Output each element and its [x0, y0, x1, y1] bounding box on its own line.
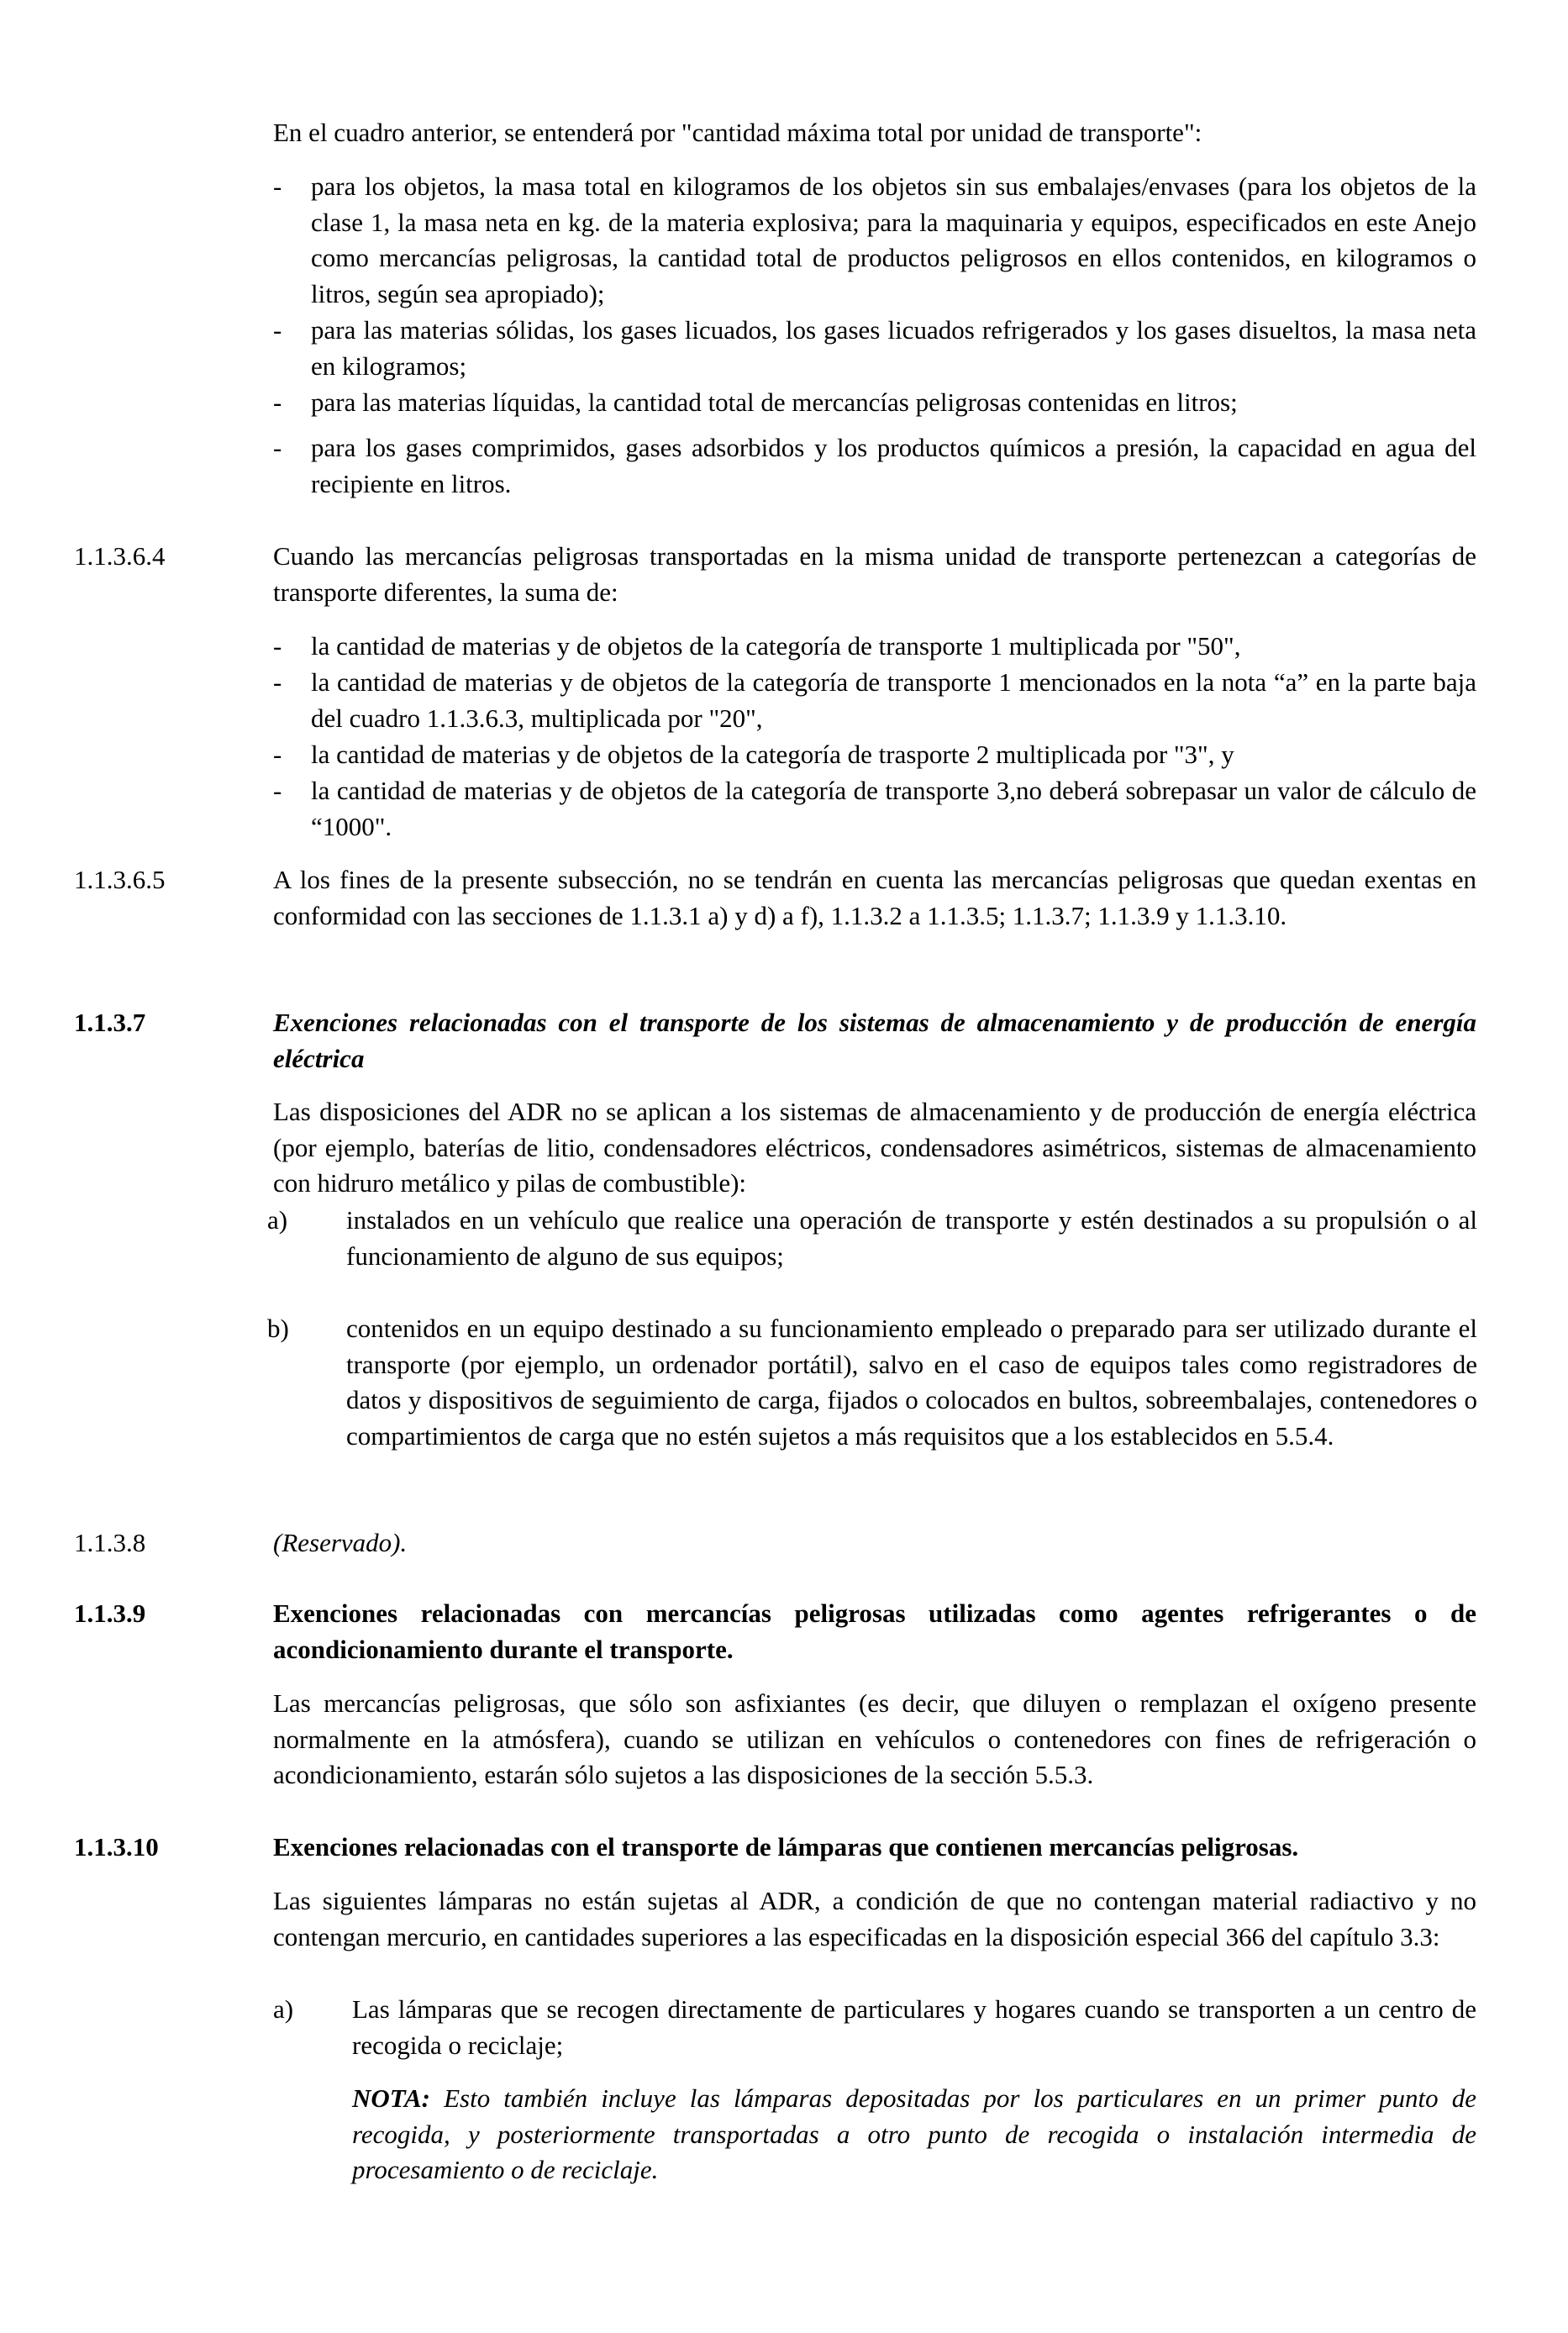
- section-number: 1.1.3.9: [74, 1598, 146, 1628]
- list-dash: -: [273, 776, 282, 805]
- list-item-text: para las materias sólidas, los gases licuados, los gases licuados refrigerados y los gases disueltos, la masa neta en kilogramos;: [311, 315, 1476, 381]
- section-heading: Exenciones relacionadas con el transporte de lámparas que contienen mercancías peligrosas.: [273, 1832, 1299, 1862]
- section-paragraph: Las disposiciones del ADR no se aplican a los sistemas de almacenamiento y de producción de energía eléctrica (por ejemplo, baterías de litio, condensadores eléctricos, condensadores asimétricos, sistemas de almacenamiento con hidruro metálico y pilas de combustible):: [273, 1097, 1476, 1198]
- list-item-text: la cantidad de materias y de objetos de la categoría de transporte 1 multiplicada por "50",: [311, 631, 1241, 661]
- item-letter: a): [273, 1994, 294, 2024]
- list-dash: -: [273, 171, 282, 201]
- section-number: 1.1.3.10: [74, 1832, 159, 1862]
- list-dash: -: [273, 315, 282, 345]
- item-text: contenidos en un equipo destinado a su funcionamiento empleado o preparado para ser utilizado durante el transporte (por ejemplo, un ordenador portátil), salvo en el caso de equipos tales como registradores de datos y dispositivos de seguimiento de carga, fijados o colocados en bultos, sobreembalajes, contenedores o compartimientos de carga que no estén sujetos a más requisitos que a los establecidos en 5.5.4.: [346, 1314, 1477, 1451]
- section-paragraph: Cuando las mercancías peligrosas transportadas en la misma unidad de transporte pertenezcan a categorías de transporte diferentes, la suma de:: [273, 541, 1476, 607]
- list-item-text: para los gases comprimidos, gases adsorbidos y los productos químicos a presión, la capacidad en agua del recipiente en litros.: [311, 433, 1476, 498]
- list-dash: -: [273, 387, 282, 417]
- note-label: NOTA:: [352, 2083, 430, 2113]
- note-paragraph: [352, 2081, 1476, 2188]
- item-text: instalados en un vehículo que realice una operación de transporte y estén destinados a su propulsión o al funcionamiento de alguno de sus equipos;: [346, 1205, 1477, 1271]
- note-text: Esto también incluye las lámparas depositadas por los particulares en un primer punto de recogida, y posteriormente transportadas a otro punto de recogida o instalación intermedia de procesamiento o de reciclaje.: [352, 2083, 1476, 2184]
- section-paragraph: Las siguientes lámparas no están sujetas al ADR, a condición de que no contengan material radiactivo y no contengan mercurio, en cantidades superiores a las especificadas en la disposición especial 366 del capítulo 3.3:: [273, 1886, 1476, 1951]
- intro-paragraph: En el cuadro anterior, se entenderá por "cantidad máxima total por unidad de transporte":: [273, 118, 1202, 147]
- section-number: 1.1.3.6.5: [74, 865, 166, 894]
- list-dash: -: [273, 433, 282, 462]
- item-letter: b): [267, 1314, 289, 1343]
- list-dash: -: [273, 667, 282, 697]
- list-item-text: para las materias líquidas, la cantidad total de mercancías peligrosas contenidas en litros;: [311, 387, 1238, 417]
- section-reserved: (Reservado).: [273, 1528, 408, 1557]
- section-number: 1.1.3.7: [74, 1008, 146, 1037]
- section-number: 1.1.3.6.4: [74, 541, 166, 571]
- list-item: [273, 169, 1476, 312]
- list-item-text: para los objetos, la masa total en kilogramos de los objetos sin sus embalajes/envases (para los objetos de la clase 1, la masa neta en kg. de la materia explosiva; para la maquinaria y equipos, especificados en este Anejo como mercancías peligrosas, la cantidad total de productos peligrosos en ellos contenidos, en kilogramos o litros, según sea apropiado);: [311, 171, 1476, 308]
- list-dash: -: [273, 631, 282, 661]
- item-text: Las lámparas que se recogen directamente de particulares y hogares cuando se transporten a un centro de recogida o reciclaje;: [352, 1994, 1476, 2060]
- section-paragraph: Las mercancías peligrosas, que sólo son asfixiantes (es decir, que diluyen o remplazan el oxígeno presente normalmente en la atmósfera), cuando se utilizan en vehículos o contenedores con fines de refrigeración o acondicionamiento, estarán sólo sujetos a las disposiciones de la sección 5.5.3.: [273, 1688, 1476, 1789]
- list-item-text: la cantidad de materias y de objetos de la categoría de transporte 1 mencionados en la nota “a” en la parte baja del cuadro 1.1.3.6.3, multiplicada por "20",: [311, 667, 1476, 733]
- section-heading: Exenciones relacionadas con mercancías peligrosas utilizadas como agentes refrigerantes o de acondicionamiento durante el transporte.: [273, 1598, 1476, 1664]
- section-paragraph: A los fines de la presente subsección, no se tendrán en cuenta las mercancías peligrosas que quedan exentas en conformidad con las secciones de 1.1.3.1 a) y d) a f), 1.1.3.2 a 1.1.3.5; 1.1.3.7; 1.1.3.9 y 1.1.3.10.: [273, 865, 1476, 930]
- list-item-text: la cantidad de materias y de objetos de la categoría de trasporte 2 multiplicada por "3", y: [311, 740, 1234, 769]
- item-letter: a): [267, 1205, 288, 1235]
- list-item-text: la cantidad de materias y de objetos de la categoría de transporte 3,no deberá sobrepasar un valor de cálculo de “1000".: [311, 776, 1476, 841]
- section-number: 1.1.3.8: [74, 1528, 146, 1557]
- section-heading: Exenciones relacionadas con el transporte de los sistemas de almacenamiento y de producción de energía eléctrica: [273, 1008, 1476, 1073]
- list-dash: -: [273, 740, 282, 769]
